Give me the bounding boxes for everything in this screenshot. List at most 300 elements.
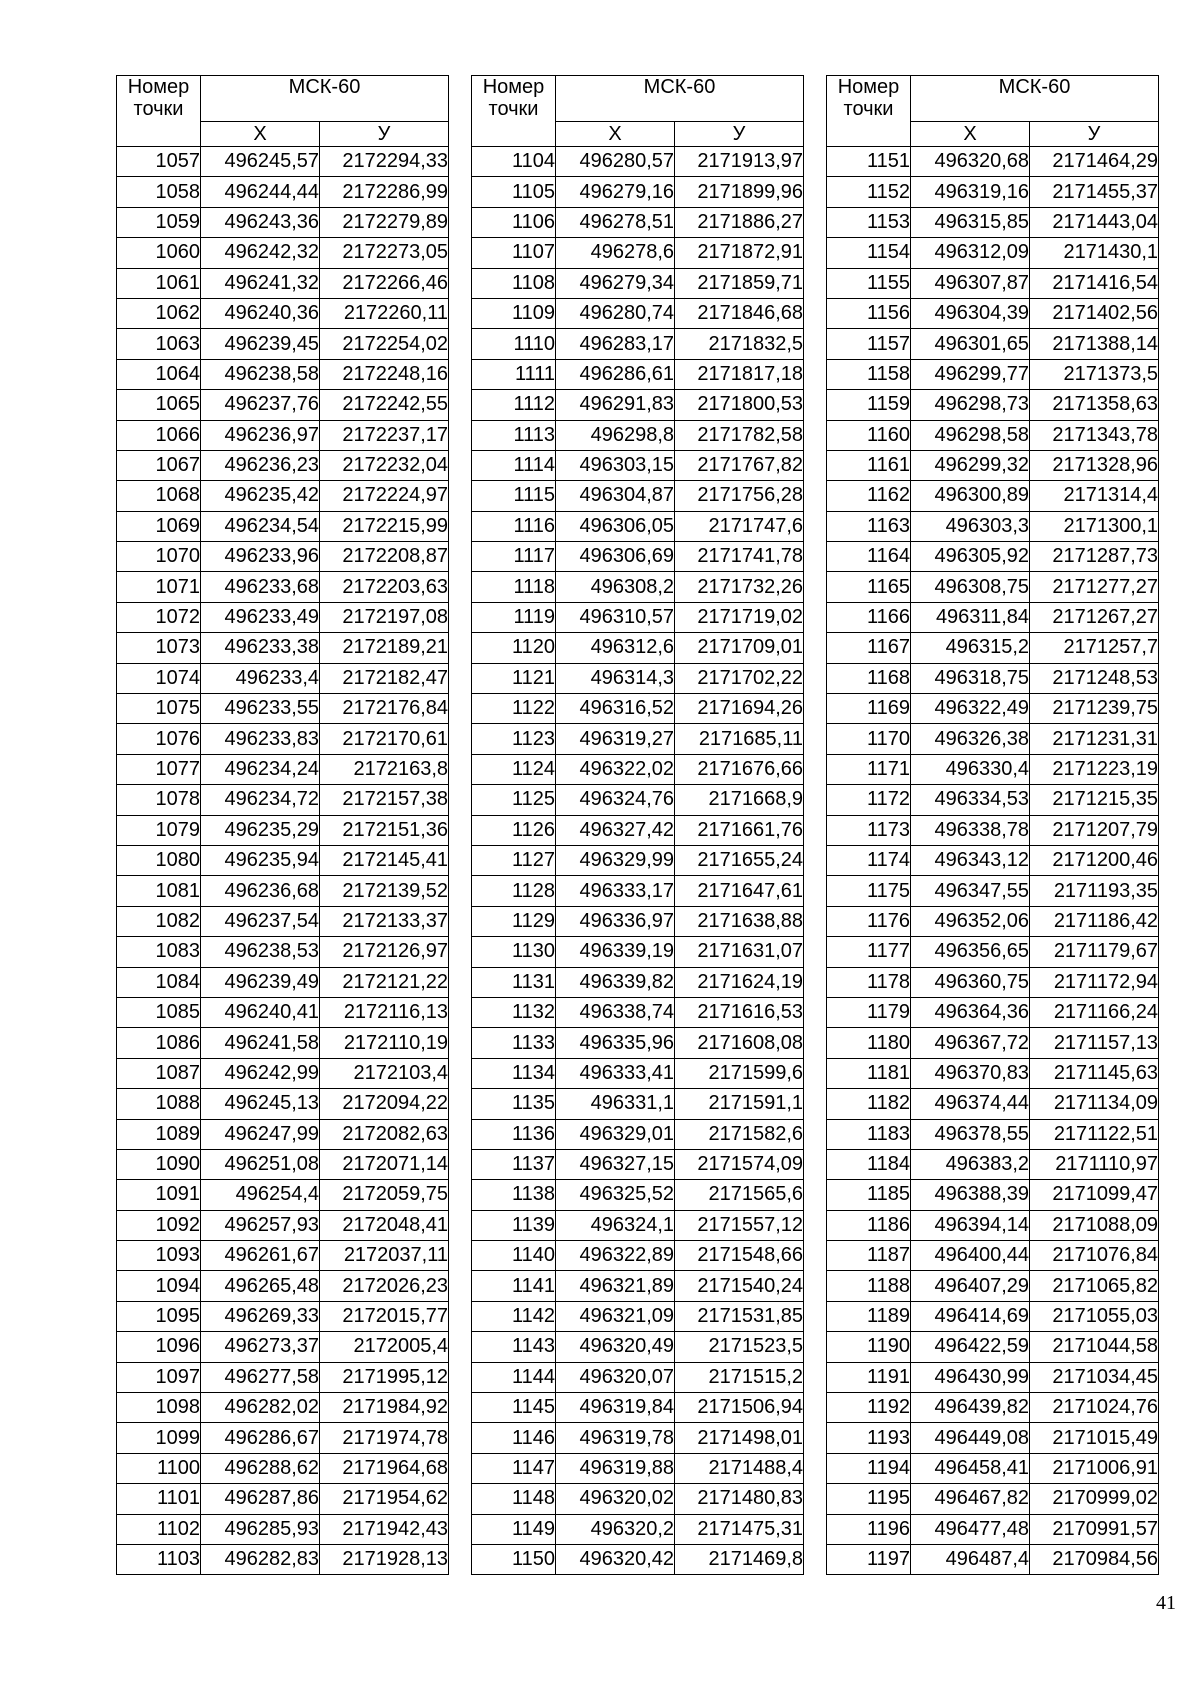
- point-number-cell: 1101: [117, 1484, 201, 1514]
- table-row: [117, 329, 449, 359]
- x-coordinate-cell: 496316,52: [556, 694, 675, 724]
- x-coordinate-cell: 496306,05: [556, 511, 675, 541]
- x-coordinate-cell: 496324,76: [556, 785, 675, 815]
- table-row: [827, 876, 1159, 906]
- point-number-cell: 1183: [827, 1119, 911, 1149]
- point-number-cell: 1067: [117, 450, 201, 480]
- x-coordinate-cell: 496320,42: [556, 1544, 675, 1574]
- y-coordinate-cell: 2172026,23: [320, 1271, 449, 1301]
- point-number-cell: 1149: [472, 1514, 556, 1544]
- y-coordinate-cell: 2171480,83: [675, 1484, 804, 1514]
- x-coordinate-cell: 496307,87: [911, 268, 1030, 298]
- point-number-cell: 1143: [472, 1332, 556, 1362]
- table-row: [827, 1149, 1159, 1179]
- point-number-cell: 1068: [117, 481, 201, 511]
- x-coordinate-cell: 496319,78: [556, 1423, 675, 1453]
- point-number-cell: 1185: [827, 1180, 911, 1210]
- y-coordinate-cell: 2171358,63: [1030, 390, 1159, 420]
- point-number-cell: 1105: [472, 177, 556, 207]
- table-row: [827, 937, 1159, 967]
- point-number-cell: 1125: [472, 785, 556, 815]
- coordinate-system-header: МСК-60: [201, 76, 449, 122]
- table-row: [117, 207, 449, 237]
- y-coordinate-cell: 2171034,45: [1030, 1362, 1159, 1392]
- point-number-cell: 1133: [472, 1028, 556, 1058]
- x-coordinate-cell: 496291,83: [556, 390, 675, 420]
- table-row: [827, 754, 1159, 784]
- x-coordinate-cell: 496257,93: [201, 1210, 320, 1240]
- table-row: [827, 268, 1159, 298]
- table-row: [472, 1423, 804, 1453]
- x-coordinate-cell: 496322,49: [911, 694, 1030, 724]
- y-coordinate-cell: 2171548,66: [675, 1241, 804, 1271]
- y-coordinate-cell: 2171373,5: [1030, 359, 1159, 389]
- x-coordinate-cell: 496439,82: [911, 1393, 1030, 1423]
- table-row: [117, 359, 449, 389]
- y-coordinate-cell: 2171984,92: [320, 1393, 449, 1423]
- table-row: [117, 997, 449, 1027]
- x-coordinate-cell: 496320,68: [911, 147, 1030, 177]
- table-row: [472, 420, 804, 450]
- table-row: [827, 724, 1159, 754]
- x-coordinate-cell: 496247,99: [201, 1119, 320, 1149]
- x-coordinate-cell: 496327,15: [556, 1149, 675, 1179]
- point-number-cell: 1100: [117, 1453, 201, 1483]
- x-coordinate-cell: 496430,99: [911, 1362, 1030, 1392]
- y-coordinate-cell: 2172208,87: [320, 542, 449, 572]
- x-coordinate-cell: 496329,01: [556, 1119, 675, 1149]
- coordinates-table-2: [471, 75, 804, 1575]
- table-row: [827, 298, 1159, 328]
- point-number-cell: 1121: [472, 663, 556, 693]
- table-row: [117, 1180, 449, 1210]
- point-number-cell: 1187: [827, 1241, 911, 1271]
- point-number-cell: 1163: [827, 511, 911, 541]
- point-number-cell: 1142: [472, 1301, 556, 1331]
- table-row: [117, 481, 449, 511]
- table-row: [827, 572, 1159, 602]
- x-coordinate-cell: 496235,94: [201, 845, 320, 875]
- table-row: [472, 754, 804, 784]
- x-coordinate-cell: 496364,36: [911, 997, 1030, 1027]
- point-number-cell: 1139: [472, 1210, 556, 1240]
- table-row: [827, 511, 1159, 541]
- y-coordinate-cell: 2171591,1: [675, 1089, 804, 1119]
- table-row: [117, 298, 449, 328]
- x-coordinate-cell: 496286,67: [201, 1423, 320, 1453]
- y-coordinate-cell: 2172279,89: [320, 207, 449, 237]
- table-row: [827, 815, 1159, 845]
- point-number-cell: 1081: [117, 876, 201, 906]
- x-coordinate-cell: 496261,67: [201, 1241, 320, 1271]
- point-number-cell: 1075: [117, 694, 201, 724]
- table-row: [827, 177, 1159, 207]
- y-coordinate-cell: 2171455,37: [1030, 177, 1159, 207]
- table-row: [827, 1393, 1159, 1423]
- table-body: [472, 147, 804, 1575]
- point-number-cell: 1116: [472, 511, 556, 541]
- x-coordinate-cell: 496319,88: [556, 1453, 675, 1483]
- y-coordinate-cell: 2171942,43: [320, 1514, 449, 1544]
- point-number-cell: 1184: [827, 1149, 911, 1179]
- page-number: 41: [1156, 1592, 1176, 1614]
- x-coordinate-cell: 496422,59: [911, 1332, 1030, 1362]
- y-coordinate-cell: 2172189,21: [320, 633, 449, 663]
- x-coordinate-cell: 496280,57: [556, 147, 675, 177]
- table-row: [117, 602, 449, 632]
- x-coordinate-cell: 496233,38: [201, 633, 320, 663]
- y-coordinate-cell: 2171732,26: [675, 572, 804, 602]
- y-coordinate-cell: 2171719,02: [675, 602, 804, 632]
- point-number-cell: 1098: [117, 1393, 201, 1423]
- x-coordinate-cell: 496334,53: [911, 785, 1030, 815]
- point-number-cell: 1138: [472, 1180, 556, 1210]
- y-coordinate-cell: 2171928,13: [320, 1544, 449, 1574]
- table-row: [472, 238, 804, 268]
- x-coordinate-cell: 496388,39: [911, 1180, 1030, 1210]
- y-coordinate-cell: 2172182,47: [320, 663, 449, 693]
- y-coordinate-cell: 2172110,19: [320, 1028, 449, 1058]
- y-coordinate-cell: 2171995,12: [320, 1362, 449, 1392]
- x-coordinate-cell: 496234,54: [201, 511, 320, 541]
- y-coordinate-cell: 2172015,77: [320, 1301, 449, 1331]
- point-number-cell: 1118: [472, 572, 556, 602]
- x-coordinate-cell: 496329,99: [556, 845, 675, 875]
- point-number-cell: 1174: [827, 845, 911, 875]
- point-number-cell: 1196: [827, 1514, 911, 1544]
- point-number-cell: 1144: [472, 1362, 556, 1392]
- y-coordinate-cell: 2171099,47: [1030, 1180, 1159, 1210]
- x-coordinate-cell: 496298,8: [556, 420, 675, 450]
- x-coordinate-cell: 496378,55: [911, 1119, 1030, 1149]
- table-row: [117, 754, 449, 784]
- point-number-cell: 1060: [117, 238, 201, 268]
- table-row: [827, 542, 1159, 572]
- point-number-cell: 1137: [472, 1149, 556, 1179]
- x-coordinate-cell: 496245,57: [201, 147, 320, 177]
- point-number-cell: 1131: [472, 967, 556, 997]
- table-row: [472, 785, 804, 815]
- table-row: [117, 1089, 449, 1119]
- table-row: [827, 1180, 1159, 1210]
- x-coordinate-cell: 496299,32: [911, 450, 1030, 480]
- x-coordinate-cell: 496235,29: [201, 815, 320, 845]
- y-coordinate-cell: 2172203,63: [320, 572, 449, 602]
- x-coordinate-cell: 496298,58: [911, 420, 1030, 450]
- y-coordinate-cell: 2170984,56: [1030, 1544, 1159, 1574]
- x-coordinate-cell: 496333,17: [556, 876, 675, 906]
- y-coordinate-cell: 2171157,13: [1030, 1028, 1159, 1058]
- table-row: [827, 1119, 1159, 1149]
- x-coordinate-cell: 496458,41: [911, 1453, 1030, 1483]
- x-coordinate-cell: 496239,49: [201, 967, 320, 997]
- x-coordinate-cell: 496333,41: [556, 1058, 675, 1088]
- point-number-cell: 1106: [472, 207, 556, 237]
- y-header: У: [1030, 122, 1159, 147]
- table-row: [827, 845, 1159, 875]
- y-coordinate-cell: 2172094,22: [320, 1089, 449, 1119]
- table-row: [827, 1332, 1159, 1362]
- x-coordinate-cell: 496282,02: [201, 1393, 320, 1423]
- point-number-cell: 1141: [472, 1271, 556, 1301]
- x-coordinate-cell: 496287,86: [201, 1484, 320, 1514]
- table-row: [117, 268, 449, 298]
- x-coordinate-cell: 496319,16: [911, 177, 1030, 207]
- table-row: [117, 633, 449, 663]
- x-coordinate-cell: 496318,75: [911, 663, 1030, 693]
- x-coordinate-cell: 496320,49: [556, 1332, 675, 1362]
- point-number-cell: 1186: [827, 1210, 911, 1240]
- x-coordinate-cell: 496282,83: [201, 1544, 320, 1574]
- point-number-cell: 1140: [472, 1241, 556, 1271]
- x-coordinate-cell: 496320,02: [556, 1484, 675, 1514]
- point-number-cell: 1136: [472, 1119, 556, 1149]
- x-coordinate-cell: 496239,45: [201, 329, 320, 359]
- x-coordinate-cell: 496338,78: [911, 815, 1030, 845]
- x-coordinate-cell: 496319,27: [556, 724, 675, 754]
- x-coordinate-cell: 496310,57: [556, 602, 675, 632]
- y-coordinate-cell: 2171574,09: [675, 1149, 804, 1179]
- y-coordinate-cell: 2171899,96: [675, 177, 804, 207]
- x-coordinate-cell: 496315,85: [911, 207, 1030, 237]
- y-coordinate-cell: 2171287,73: [1030, 542, 1159, 572]
- x-coordinate-cell: 496233,83: [201, 724, 320, 754]
- x-coordinate-cell: 496265,48: [201, 1271, 320, 1301]
- table-row: [827, 238, 1159, 268]
- x-coordinate-cell: 496241,32: [201, 268, 320, 298]
- table-row: [117, 1393, 449, 1423]
- y-coordinate-cell: 2171430,1: [1030, 238, 1159, 268]
- point-number-cell: 1146: [472, 1423, 556, 1453]
- point-number-cell: 1130: [472, 937, 556, 967]
- point-number-cell: 1191: [827, 1362, 911, 1392]
- y-coordinate-cell: 2171608,08: [675, 1028, 804, 1058]
- table-row: [117, 390, 449, 420]
- table-row: [827, 694, 1159, 724]
- table-row: [117, 724, 449, 754]
- point-number-cell: 1197: [827, 1544, 911, 1574]
- y-coordinate-cell: 2172126,97: [320, 937, 449, 967]
- point-number-cell: 1083: [117, 937, 201, 967]
- y-coordinate-cell: 2171388,14: [1030, 329, 1159, 359]
- point-label-line-2: точки: [843, 98, 894, 120]
- table-row: [117, 937, 449, 967]
- x-coordinate-cell: 496370,83: [911, 1058, 1030, 1088]
- x-coordinate-cell: 496331,1: [556, 1089, 675, 1119]
- y-coordinate-cell: 2171631,07: [675, 937, 804, 967]
- point-number-cell: 1088: [117, 1089, 201, 1119]
- x-coordinate-cell: 496320,07: [556, 1362, 675, 1392]
- y-coordinate-cell: 2172224,97: [320, 481, 449, 511]
- point-number-cell: 1175: [827, 876, 911, 906]
- table-row: [472, 997, 804, 1027]
- point-number-cell: 1071: [117, 572, 201, 602]
- point-number-cell: 1084: [117, 967, 201, 997]
- y-header: У: [675, 122, 804, 147]
- point-number-cell: 1112: [472, 390, 556, 420]
- point-number-cell: 1167: [827, 633, 911, 663]
- table-row: [117, 147, 449, 177]
- point-number-cell: 1073: [117, 633, 201, 663]
- y-coordinate-cell: 2171531,85: [675, 1301, 804, 1331]
- point-number-cell: 1155: [827, 268, 911, 298]
- point-number-cell: 1074: [117, 663, 201, 693]
- table-row: [472, 542, 804, 572]
- x-coordinate-cell: 496288,62: [201, 1453, 320, 1483]
- y-coordinate-cell: 2171110,97: [1030, 1149, 1159, 1179]
- y-coordinate-cell: 2172145,41: [320, 845, 449, 875]
- x-coordinate-cell: 496304,87: [556, 481, 675, 511]
- x-coordinate-cell: 496234,24: [201, 754, 320, 784]
- point-number-cell: 1168: [827, 663, 911, 693]
- table-row: [472, 1149, 804, 1179]
- table-row: [472, 511, 804, 541]
- y-coordinate-cell: 2172059,75: [320, 1180, 449, 1210]
- y-coordinate-cell: 2172215,99: [320, 511, 449, 541]
- table-row: [117, 542, 449, 572]
- table-row: [472, 481, 804, 511]
- y-coordinate-cell: 2171172,94: [1030, 967, 1159, 997]
- x-coordinate-cell: 496383,2: [911, 1149, 1030, 1179]
- y-coordinate-cell: 2171523,5: [675, 1332, 804, 1362]
- table-row: [827, 1028, 1159, 1058]
- y-coordinate-cell: 2171186,42: [1030, 906, 1159, 936]
- point-number-cell: 1189: [827, 1301, 911, 1331]
- point-number-cell: 1132: [472, 997, 556, 1027]
- y-coordinate-cell: 2171145,63: [1030, 1058, 1159, 1088]
- point-number-cell: 1145: [472, 1393, 556, 1423]
- table-row: [472, 602, 804, 632]
- table-row: [827, 663, 1159, 693]
- table-row: [827, 481, 1159, 511]
- table-row: [472, 1119, 804, 1149]
- point-number-cell: 1094: [117, 1271, 201, 1301]
- table-row: [472, 724, 804, 754]
- point-number-cell: 1128: [472, 876, 556, 906]
- table-row: [827, 1271, 1159, 1301]
- y-coordinate-cell: 2172103,4: [320, 1058, 449, 1088]
- point-label-line-1: Номер: [837, 76, 900, 98]
- point-number-cell: 1124: [472, 754, 556, 784]
- y-coordinate-cell: 2172248,16: [320, 359, 449, 389]
- point-number-cell: 1150: [472, 1544, 556, 1574]
- x-coordinate-cell: 496312,6: [556, 633, 675, 663]
- x-coordinate-cell: 496240,36: [201, 298, 320, 328]
- point-number-cell: 1165: [827, 572, 911, 602]
- table-row: [472, 1362, 804, 1392]
- point-number-cell: 1180: [827, 1028, 911, 1058]
- x-coordinate-cell: 496324,1: [556, 1210, 675, 1240]
- x-coordinate-cell: 496325,52: [556, 1180, 675, 1210]
- x-coordinate-cell: 496304,39: [911, 298, 1030, 328]
- point-number-cell: 1120: [472, 633, 556, 663]
- x-coordinate-cell: 496467,82: [911, 1484, 1030, 1514]
- table-row: [827, 967, 1159, 997]
- x-coordinate-cell: 496306,69: [556, 542, 675, 572]
- x-coordinate-cell: 496233,4: [201, 663, 320, 693]
- x-coordinate-cell: 496279,16: [556, 177, 675, 207]
- x-coordinate-cell: 496352,06: [911, 906, 1030, 936]
- x-coordinate-cell: 496242,99: [201, 1058, 320, 1088]
- table-row: [117, 450, 449, 480]
- point-number-header: [117, 76, 201, 147]
- table-body: [117, 147, 449, 1575]
- table-row: [117, 1271, 449, 1301]
- y-coordinate-cell: 2171616,53: [675, 997, 804, 1027]
- y-coordinate-cell: 2171134,09: [1030, 1089, 1159, 1119]
- point-number-cell: 1077: [117, 754, 201, 784]
- table-row: [827, 1484, 1159, 1514]
- y-coordinate-cell: 2171676,66: [675, 754, 804, 784]
- point-number-cell: 1154: [827, 238, 911, 268]
- x-coordinate-cell: 496242,32: [201, 238, 320, 268]
- y-coordinate-cell: 2171709,01: [675, 633, 804, 663]
- x-coordinate-cell: 496305,92: [911, 542, 1030, 572]
- table-row: [472, 1271, 804, 1301]
- table-row: [827, 1362, 1159, 1392]
- point-number-cell: 1113: [472, 420, 556, 450]
- y-coordinate-cell: 2171817,18: [675, 359, 804, 389]
- x-coordinate-cell: 496374,44: [911, 1089, 1030, 1119]
- table-row: [472, 663, 804, 693]
- y-coordinate-cell: 2171964,68: [320, 1453, 449, 1483]
- y-coordinate-cell: 2172151,36: [320, 815, 449, 845]
- table-row: [472, 906, 804, 936]
- x-coordinate-cell: 496241,58: [201, 1028, 320, 1058]
- point-number-cell: 1170: [827, 724, 911, 754]
- y-coordinate-cell: 2171223,19: [1030, 754, 1159, 784]
- point-number-cell: 1062: [117, 298, 201, 328]
- table-row: [472, 815, 804, 845]
- y-coordinate-cell: 2172260,11: [320, 298, 449, 328]
- point-number-cell: 1119: [472, 602, 556, 632]
- x-coordinate-cell: 496301,65: [911, 329, 1030, 359]
- table-row: [117, 785, 449, 815]
- point-number-cell: 1082: [117, 906, 201, 936]
- y-coordinate-cell: 2172273,05: [320, 238, 449, 268]
- x-coordinate-cell: 496269,33: [201, 1301, 320, 1331]
- y-coordinate-cell: 2171694,26: [675, 694, 804, 724]
- x-coordinate-cell: 496236,23: [201, 450, 320, 480]
- point-number-cell: 1171: [827, 754, 911, 784]
- y-coordinate-cell: 2171024,76: [1030, 1393, 1159, 1423]
- x-coordinate-cell: 496235,42: [201, 481, 320, 511]
- table-row: [827, 1241, 1159, 1271]
- point-number-cell: 1126: [472, 815, 556, 845]
- table-row: [117, 876, 449, 906]
- x-coordinate-cell: 496367,72: [911, 1028, 1030, 1058]
- y-coordinate-cell: 2171248,53: [1030, 663, 1159, 693]
- x-coordinate-cell: 496314,3: [556, 663, 675, 693]
- x-coordinate-cell: 496237,76: [201, 390, 320, 420]
- table-row: [472, 177, 804, 207]
- y-coordinate-cell: 2171668,9: [675, 785, 804, 815]
- x-coordinate-cell: 496335,96: [556, 1028, 675, 1058]
- table-row: [117, 511, 449, 541]
- coordinates-table-1: [116, 75, 449, 1575]
- x-coordinate-cell: 496327,42: [556, 815, 675, 845]
- point-number-cell: 1177: [827, 937, 911, 967]
- x-coordinate-cell: 496278,6: [556, 238, 675, 268]
- table-row: [827, 1210, 1159, 1240]
- y-coordinate-cell: 2171231,31: [1030, 724, 1159, 754]
- y-coordinate-cell: 2172237,17: [320, 420, 449, 450]
- table-row: [472, 572, 804, 602]
- y-coordinate-cell: 2172157,38: [320, 785, 449, 815]
- y-coordinate-cell: 2171846,68: [675, 298, 804, 328]
- table-row: [117, 1423, 449, 1453]
- x-coordinate-cell: 496319,84: [556, 1393, 675, 1423]
